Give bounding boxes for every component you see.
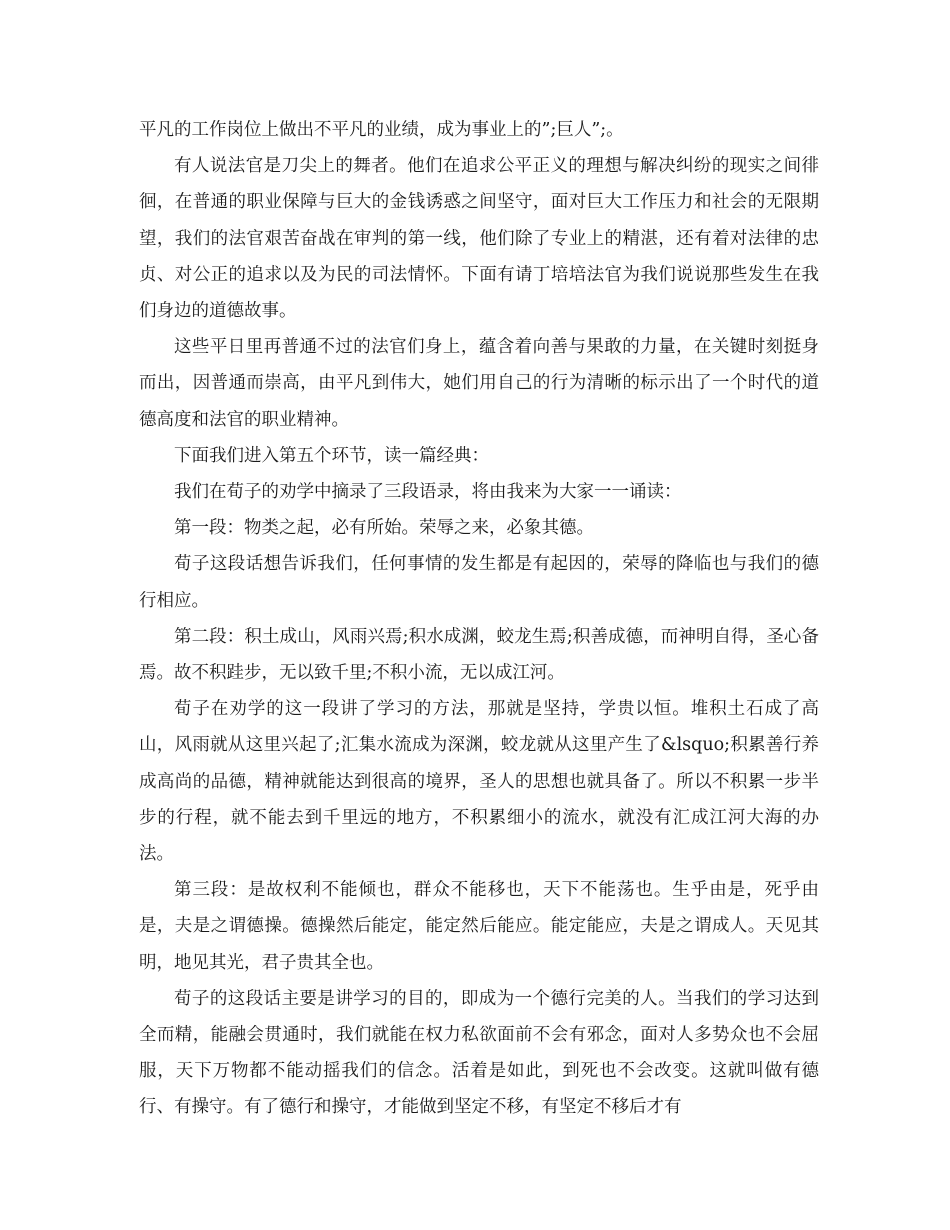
paragraph-quote-one: 第一段：物类之起，必有所始。荣辱之来，必象其德。: [174, 518, 594, 539]
paragraph-continuation: 平凡的工作岗位上做出不平凡的业绩，成为事业上的”;巨人”;。: [139, 120, 624, 140]
document-body: [139, 112, 819, 1126]
paragraph-explain-two: 荀子在劝学的这一段讲了学习的方法，那就是坚持，学贵以恒。堆积土石成了高山，风雨就从这里兴起了;汇集水流成为深渊，蛟龙就从这里产生了&lsquo;积累善行养成高尚的品德，精神就能达到很高的境界，圣人的思想也就具备了。所以不积累一步半步的行程，就不能去到千里远的地方，不积累细小的流水，就没有汇成江河大海的办法。: [139, 699, 819, 865]
paragraph-explain-one: 荀子这段话想告诉我们，任何事情的发生都是有起因的，荣辱的降临也与我们的德行相应。: [139, 554, 819, 611]
paragraph-judges-dancers: 有人说法官是刀尖上的舞者。他们在追求公平正义的理想与解决纠纷的现实之间徘徊，在普通的职业保障与巨大的金钱诱惑之间坚守，面对巨大工作压力和社会的无限期望，我们的法官艰苦奋战在审判的第一线，他们除了专业上的精湛，还有着对法律的忠贞、对公正的追求以及为民的司法情怀。下面有请丁培培法官为我们说说那些发生在我们身边的道德故事。: [139, 156, 819, 322]
paragraph-xunzi-intro: 我们在荀子的劝学中摘录了三段语录，将由我来为大家一一诵读：: [174, 482, 682, 503]
paragraph-explain-three: 荀子的这段话主要是讲学习的目的，即成为一个德行完美的人。当我们的学习达到全而精，能融会贯通时，我们就能在权力私欲面前不会有邪念，面对人多势众也不会屈服，天下万物都不能动摇我们的信念。活着是如此，到死也不会改变。这就叫做有德行、有操守。有了德行和操守，才能做到坚定不移，有坚定不移后才有: [139, 988, 819, 1118]
paragraph-fifth-segment: 下面我们进入第五个环节，读一篇经典：: [174, 445, 489, 466]
paragraph-quote-two: 第二段：积土成山，风雨兴焉;积水成渊，蛟龙生焉;积善成德，而神明自得，圣心备焉。故不积跬步，无以致千里;不积小流，无以成江河。: [139, 626, 819, 684]
paragraph-quote-three: 第三段：是故权利不能倾也，群众不能移也，天下不能荡也。生乎由是，死乎由是，夫是之谓德操。德操然后能定，能定然后能应。能定能应，夫是之谓成人。天见其明，地见其光，君子贵其全也。: [139, 880, 819, 973]
paragraph-judges-spirit: 这些平日里再普通不过的法官们身上，蕴含着向善与果敢的力量，在关键时刻挺身而出，因普通而崇高，由平凡到伟大，她们用自己的行为清晰的标示出了一个时代的道德高度和法官的职业精神。: [139, 337, 819, 430]
